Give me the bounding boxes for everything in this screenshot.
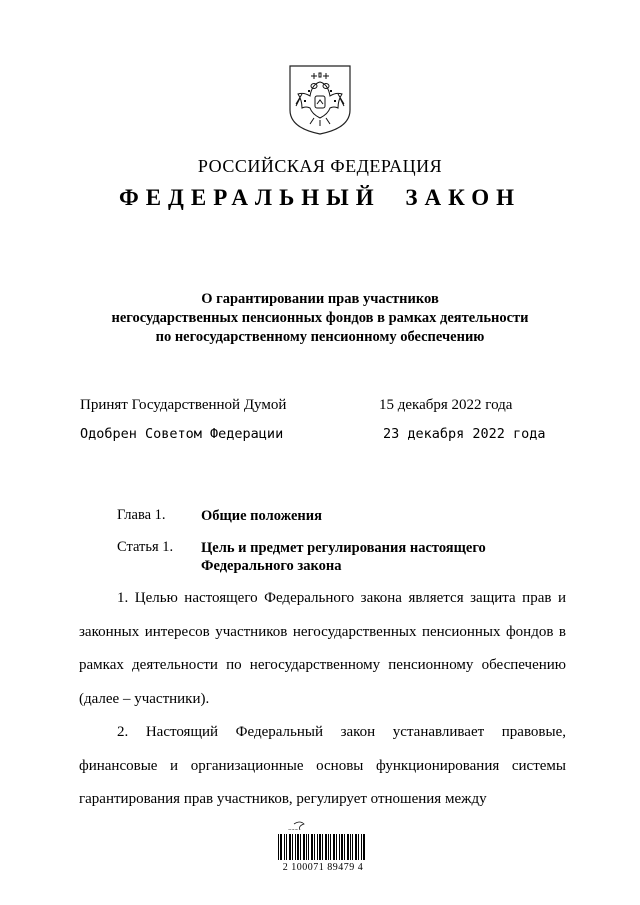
russian-coat-of-arms-icon bbox=[288, 64, 352, 136]
adopted-by-duma-date: 15 декабря 2022 года bbox=[379, 397, 513, 413]
paragraph: 2. Настоящий Федеральный закон устанавливает правовые, финансовые и организационные основы функционирования системы гарантирования прав участников, регулирует отношения между bbox=[79, 724, 566, 807]
adopted-by-duma-label: Принят Государственной Думой bbox=[80, 397, 287, 413]
chapter-label: Глава 1. bbox=[117, 507, 166, 523]
law-title bbox=[80, 290, 560, 347]
chapter-title: Общие положения bbox=[201, 508, 322, 524]
country-name: РОССИЙСКАЯ ФЕДЕРАЦИЯ bbox=[197, 156, 443, 176]
article-title bbox=[201, 539, 541, 575]
svg-text:~~~: ~~~ bbox=[288, 827, 299, 832]
approved-by-council-label: Одобрен Советом Федерации bbox=[80, 426, 284, 442]
law-title-line: негосударственных пенсионных фондов в рамках деятельности bbox=[111, 310, 529, 326]
article-label: Статья 1. bbox=[117, 539, 174, 555]
approved-by-council-date: 23 декабря 2022 года bbox=[383, 426, 546, 442]
article-title-line: Цель и предмет регулирования настоящего bbox=[201, 540, 486, 556]
paragraph: 1. Целью настоящего Федерального закона является защита прав и законных интересов участников негосударственных пенсионных фондов в рамках деятельности по негосударственному пенсионному обеспечению (далее – участники). bbox=[79, 590, 566, 707]
law-title-line: по негосударственному пенсионному обеспечению bbox=[155, 329, 485, 345]
law-title-line: О гарантировании прав участников bbox=[201, 291, 439, 307]
barcode-number: 2 100071 89479 4 bbox=[282, 862, 364, 873]
document-type: ФЕДЕРАЛЬНЫЙ ЗАКОН bbox=[118, 185, 522, 210]
article-title-line: Федерального закона bbox=[201, 558, 342, 574]
article-body bbox=[79, 582, 566, 817]
